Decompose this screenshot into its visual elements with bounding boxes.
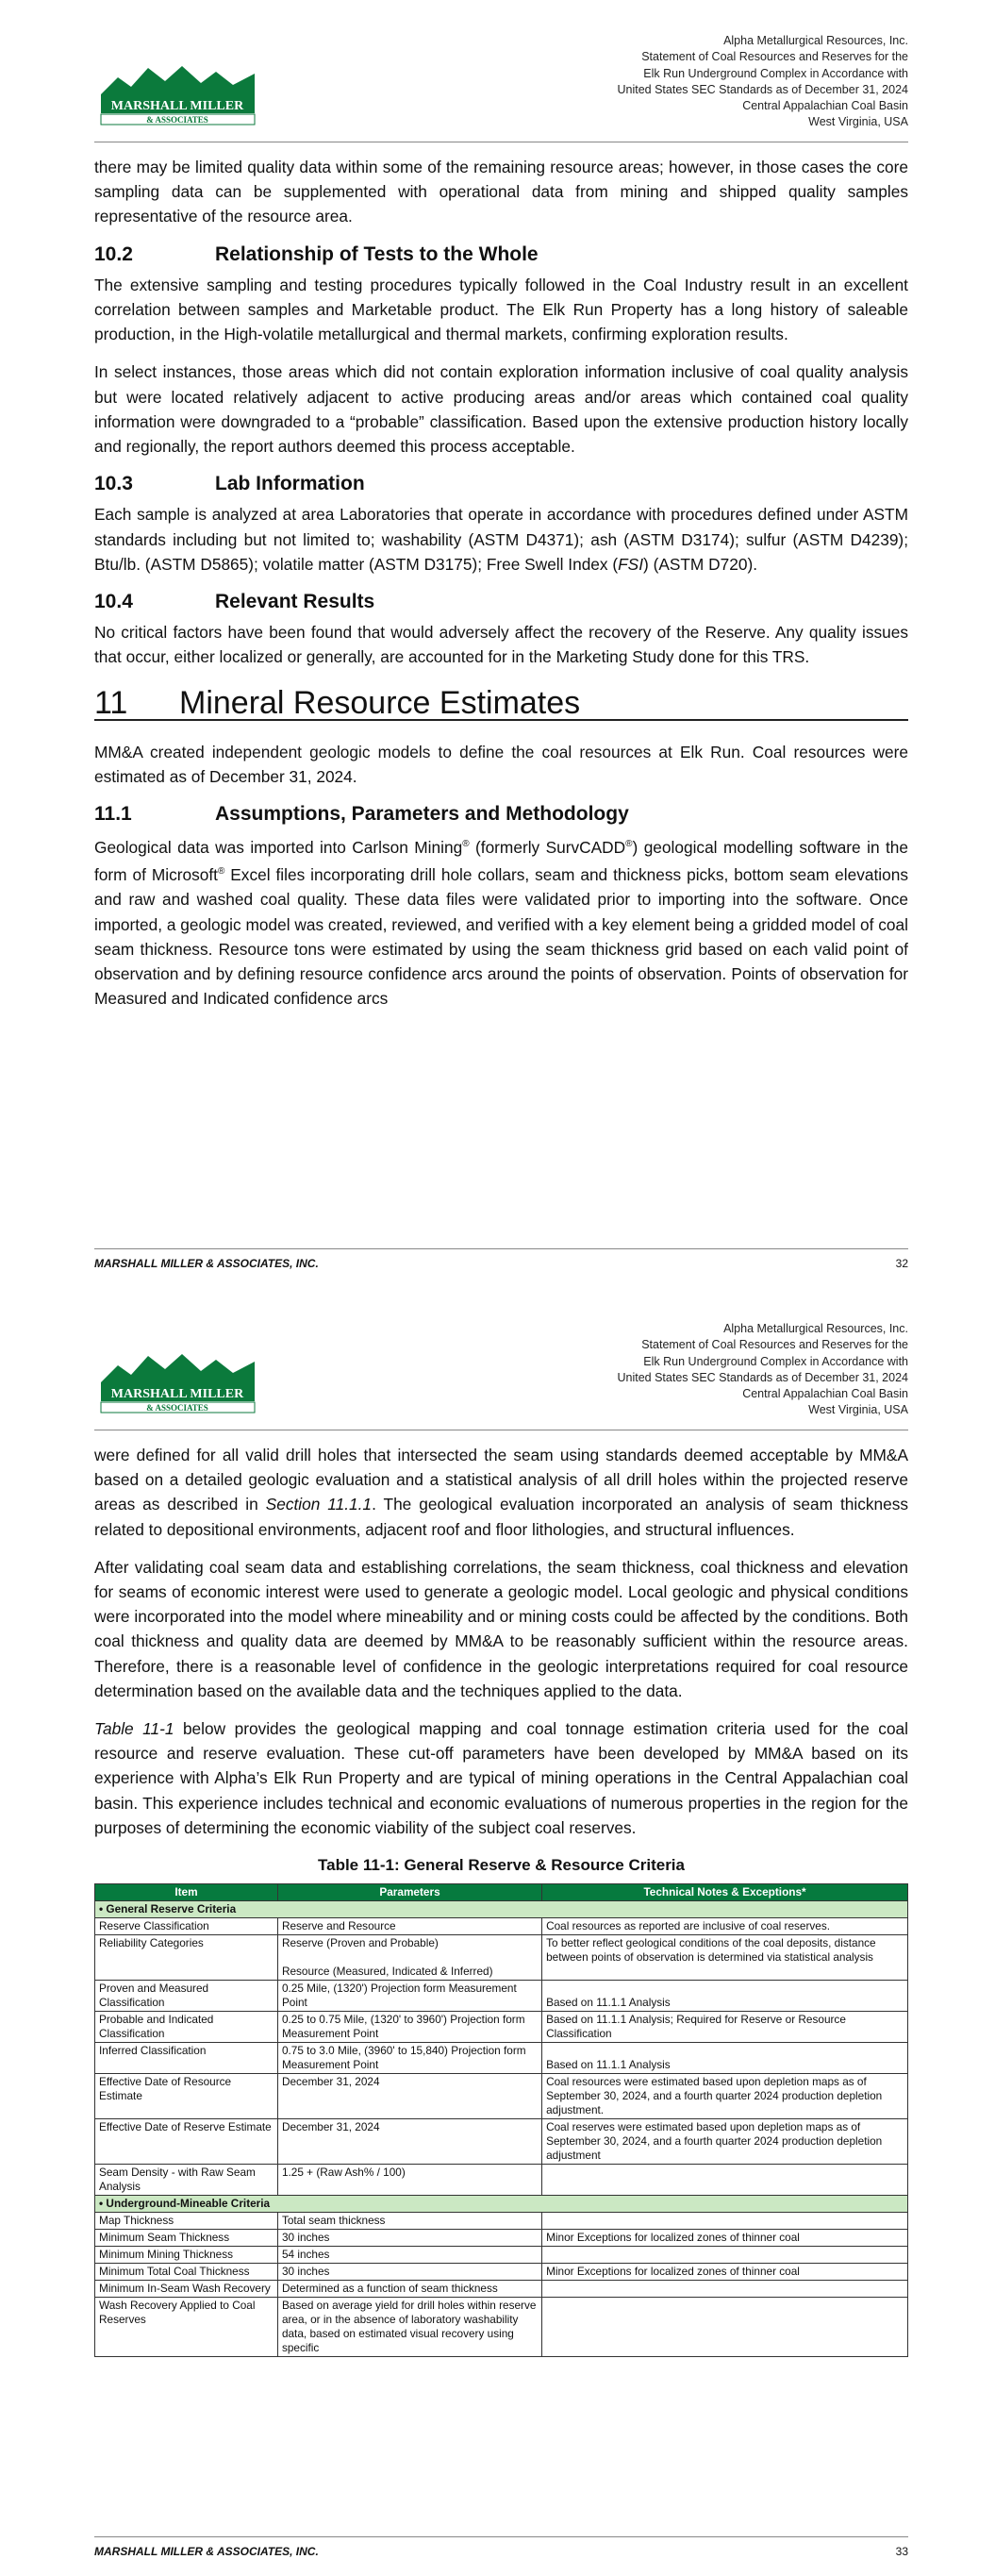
table-cell: To better reflect geological conditions of the coal deposits, distance between points of observation is determined via statistical analysis xyxy=(542,1935,908,1981)
table-row xyxy=(95,1981,908,2012)
table-cell: Minimum Total Coal Thickness xyxy=(95,2264,278,2281)
table-cell: Based on 11.1.1 Analysis xyxy=(542,1981,908,2012)
table-row xyxy=(95,2264,908,2281)
header-line: West Virginia, USA xyxy=(808,115,908,129)
table-cell: Determined as a function of seam thickness xyxy=(277,2281,541,2298)
section-heading: 10.2 Relationship of Tests to the Whole xyxy=(94,243,539,265)
table-cell: 30 inches xyxy=(277,2230,541,2247)
header-line: Alpha Metallurgical Resources, Inc. xyxy=(723,34,908,47)
section-label: • General Reserve Criteria xyxy=(95,1901,908,1918)
page-number: 33 xyxy=(895,2545,908,2558)
paragraph: Geological data was imported into Carlson Mining® (formerly SurvCADD®) geological modelling software in the form of Microsoft® Excel files incorporating drill hole collars, seam and thickness picks, bottom seam elevations and raw and washed coal quality. These data files were validated prior to importing into the software. Once imported, a geologic model was created, reviewed, and verified with a key element being a gridded model of coal seam thickness. Resource tons were estimated by using the seam thickness grid based on each valid point of observation and by defining resource confidence arcs around the points of observation. Points of observation for Measured and Indicated confidence arcs xyxy=(94,838,909,1009)
header-line: Elk Run Underground Complex in Accordance with xyxy=(643,66,908,80)
table-cell: Effective Date of Reserve Estimate xyxy=(95,2119,278,2165)
table-cell: Map Thickness xyxy=(95,2213,278,2230)
header-text xyxy=(617,33,908,131)
page-footer xyxy=(94,1248,908,1270)
logo-subtext: & ASSOCIATES xyxy=(146,115,208,125)
table-caption: Table 11-1: General Reserve & Resource Criteria xyxy=(318,1856,685,1875)
footer-company: MARSHALL MILLER & ASSOCIATES, INC. xyxy=(94,1257,319,1270)
table-cell: Reserve (Proven and Probable) Resource (Measured, Indicated & Inferred) xyxy=(277,1935,541,1981)
table-cell xyxy=(542,2298,908,2357)
marshall-miller-logo xyxy=(99,60,257,126)
section-heading: 10.4 Relevant Results xyxy=(94,591,375,613)
table-cell: Seam Density - with Raw Seam Analysis xyxy=(95,2165,278,2196)
table-cell: 1.25 + (Raw Ash% / 100) xyxy=(277,2165,541,2196)
table-header-row xyxy=(95,1884,908,1901)
table-cell xyxy=(542,2247,908,2264)
paragraph: The extensive sampling and testing procedures typically followed in the Coal Industry result in an excellent correlation between samples and Marketable product. The Elk Run Property has a long history of saleable production, in the High-volatile metallurgical and thermal markets, confirming exploration results. xyxy=(94,275,908,344)
paragraph: MM&A created independent geologic models to define the coal resources at Elk Run. Coal resources were estimated as of December 31, 2024. xyxy=(94,742,908,787)
table-row xyxy=(95,2298,908,2357)
header-line: Statement of Coal Resources and Reserves for the xyxy=(641,1338,908,1352)
footer-company: MARSHALL MILLER & ASSOCIATES, INC. xyxy=(94,2545,319,2558)
section-heading: 11.1 Assumptions, Parameters and Methodology xyxy=(94,803,629,826)
page-body xyxy=(94,1443,908,2357)
page-header xyxy=(94,28,908,142)
table-cell: 30 inches xyxy=(277,2264,541,2281)
table-row xyxy=(95,2012,908,2043)
header-text xyxy=(617,1321,908,1419)
logo-text: MARSHALL MILLER xyxy=(110,1387,244,1401)
page-number: 32 xyxy=(895,1257,908,1270)
table-cell: Based on average yield for drill holes within reserve area, or in the absence of laboratory washability data, based on estimated visual recovery using specific xyxy=(277,2298,541,2357)
header-line: Statement of Coal Resources and Reserves for the xyxy=(641,50,908,64)
table-cell: December 31, 2024 xyxy=(277,2119,541,2165)
table-cell xyxy=(542,2165,908,2196)
table-cell: Minimum In-Seam Wash Recovery xyxy=(95,2281,278,2298)
paragraph: In select instances, those areas which did not contain exploration information inclusive of coal quality analysis but were located relatively adjacent to active producing areas and/or areas which contained coal quality information were downgraded to a “probable” classification. Based upon the extensive production history locally and regionally, the report authors deemed this process acceptable. xyxy=(94,362,908,457)
page-header xyxy=(94,1316,908,1430)
table-cell: Wash Recovery Applied to Coal Reserves xyxy=(95,2298,278,2357)
chapter-heading: 11 Mineral Resource Estimates xyxy=(94,691,908,721)
paragraph: After validating coal seam data and establishing correlations, the seam thickness, coal thickness and elevation for seams of economic interest were used to generate a geologic model. Local geologic and physical conditions were incorporated into the model where mineability and or mining costs could be affected by the conditions. Both coal thickness and quality data are deemed by MM&A to be reasonably sufficient within the resource areas. Therefore, there is a reasonable level of confidence in the geologic interpretations required for coal resource determination based on the available data and the techniques applied to the data. xyxy=(94,1557,908,1700)
section-label: • Underground-Mineable Criteria xyxy=(95,2196,908,2213)
section-heading: 10.3 Lab Information xyxy=(94,473,365,495)
logo-text: MARSHALL MILLER xyxy=(110,99,244,113)
table-row xyxy=(95,2230,908,2247)
table-cell: 0.25 Mile, (1320') Projection form Measurement Point xyxy=(277,1981,541,2012)
header-line: Central Appalachian Coal Basin xyxy=(742,1387,908,1401)
table-cell: Probable and Indicated Classification xyxy=(95,2012,278,2043)
page-footer xyxy=(94,2536,908,2558)
table-row xyxy=(95,2043,908,2074)
paragraph: there may be limited quality data within some of the remaining resource areas; however, in those cases the core sampling data can be supplemented with operational data from mining and shipped quality samples representative of the resource area. xyxy=(94,158,908,226)
header-line: Elk Run Underground Complex in Accordance with xyxy=(643,1354,908,1368)
table-cell: Reliability Categories xyxy=(95,1935,278,1981)
table-cell: Effective Date of Resource Estimate xyxy=(95,2074,278,2119)
table-cell: December 31, 2024 xyxy=(277,2074,541,2119)
marshall-miller-logo xyxy=(99,1348,257,1414)
page-33 xyxy=(0,1288,995,2576)
table-section-row xyxy=(95,1901,908,1918)
header-line: Alpha Metallurgical Resources, Inc. xyxy=(723,1322,908,1335)
table-cell: Coal resources as reported are inclusive of coal reserves. xyxy=(542,1918,908,1935)
table-cell: Based on 11.1.1 Analysis; Required for Reserve or Resource Classification xyxy=(542,2012,908,2043)
table-cell: 54 inches xyxy=(277,2247,541,2264)
table-cell: 0.25 to 0.75 Mile, (1320' to 3960') Projection form Measurement Point xyxy=(277,2012,541,2043)
header-line: West Virginia, USA xyxy=(808,1403,908,1417)
table-cell: Minor Exceptions for localized zones of thinner coal xyxy=(542,2230,908,2247)
table-cell: Coal resources were estimated based upon depletion maps as of September 30, 2024, and a fourth quarter 2024 production depletion adjustment. xyxy=(542,2074,908,2119)
table-row xyxy=(95,2165,908,2196)
table-row xyxy=(95,1935,908,1981)
header-line: Central Appalachian Coal Basin xyxy=(742,99,908,113)
criteria-table xyxy=(94,1883,908,2357)
table-cell: Minimum Mining Thickness xyxy=(95,2247,278,2264)
table-cell: Reserve Classification xyxy=(95,1918,278,1935)
table-cell: Based on 11.1.1 Analysis xyxy=(542,2043,908,2074)
paragraph: Table 11-1 below provides the geological mapping and coal tonnage estimation criteria used for the coal resource and reserve evaluation. These cut-off parameters have been developed by MM&A based on its experience with Alpha’s Elk Run Property and are typical of mining operations in the Central Appalachian coal basin. This experience includes technical and economic evaluations of numerous properties in the region for the purposes of determining the economic viability of the subject coal reserves. xyxy=(94,1719,909,1837)
paragraph: were defined for all valid drill holes that intersected the seam using standards deemed acceptable by MM&A based on a detailed geologic evaluation and a statistical analysis of all drill holes within the projected reserve areas as described in Section 11.1.1. The geological evaluation incorporated an analysis of seam thickness related to depositional environments, adjacent roof and floor lithologies, and structural influences. xyxy=(94,1446,908,1539)
column-header: Technical Notes & Exceptions* xyxy=(542,1884,908,1901)
table-cell: 0.75 to 3.0 Mile, (3960' to 15,840) Projection form Measurement Point xyxy=(277,2043,541,2074)
table-row xyxy=(95,2247,908,2264)
table-cell: Total seam thickness xyxy=(277,2213,541,2230)
column-header: Parameters xyxy=(277,1884,541,1901)
table-cell: Reserve and Resource xyxy=(277,1918,541,1935)
table-cell xyxy=(542,2213,908,2230)
table-row xyxy=(95,2074,908,2119)
header-line: United States SEC Standards as of December 31, 2024 xyxy=(617,82,908,96)
table-row xyxy=(95,2213,908,2230)
table-cell: Coal reserves were estimated based upon depletion maps as of September 30, 2024, and a fourth quarter 2024 production depletion adjustment xyxy=(542,2119,908,2165)
paragraph: No critical factors have been found that would adversely affect the recovery of the Reserve. Any quality issues that occur, either localized or generally, are accounted for in the Marketing Study done for this TRS. xyxy=(94,623,908,667)
column-header: Item xyxy=(95,1884,278,1901)
table-cell: Minimum Seam Thickness xyxy=(95,2230,278,2247)
table-cell: Inferred Classification xyxy=(95,2043,278,2074)
table-row xyxy=(95,2281,908,2298)
table-cell: Proven and Measured Classification xyxy=(95,1981,278,2012)
logo-subtext: & ASSOCIATES xyxy=(146,1403,208,1413)
table-cell: Minor Exceptions for localized zones of thinner coal xyxy=(542,2264,908,2281)
table-row xyxy=(95,2119,908,2165)
page-body xyxy=(94,155,908,1011)
table-section-row xyxy=(95,2196,908,2213)
table-cell xyxy=(542,2281,908,2298)
table-row xyxy=(95,1918,908,1935)
paragraph: Each sample is analyzed at area Laboratories that operate in accordance with procedures defined under ASTM standards including but not limited to; washability (ASTM D4371); ash (ASTM D3174); sulfur (ASTM D4239); Btu/lb. (ASTM D5865); volatile matter (ASTM D3175); Free Swell Index (FSI) (ASTM D720). xyxy=(94,505,908,574)
header-line: United States SEC Standards as of December 31, 2024 xyxy=(617,1370,908,1384)
